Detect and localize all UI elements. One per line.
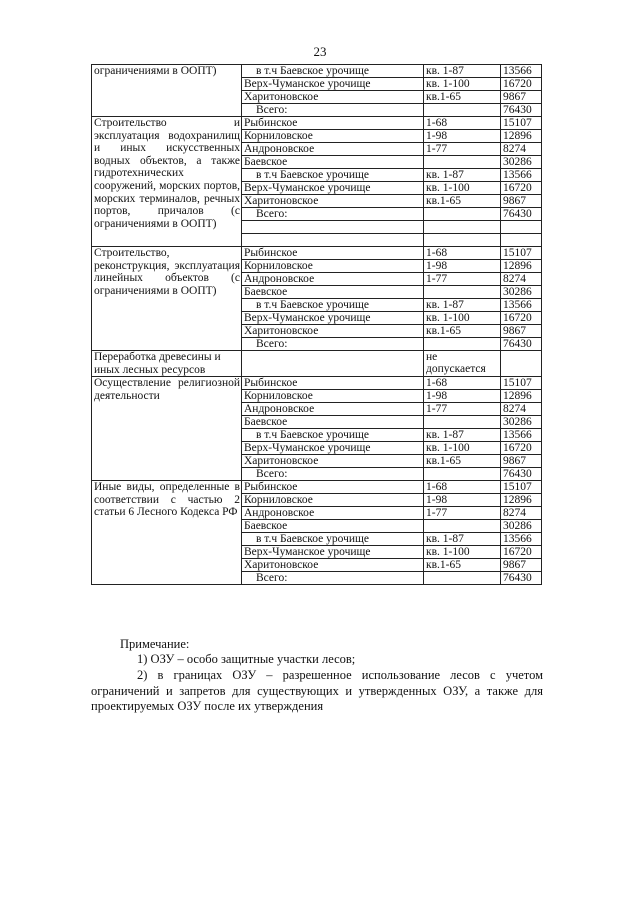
site-cell: Верх-Чуманское урочище (242, 312, 424, 325)
note-item-1: 1) ОЗУ – особо защитные участки лесов; (137, 652, 356, 666)
site-cell: Всего: (242, 338, 424, 351)
area-cell: 30286 (501, 416, 542, 429)
area-cell: 76430 (501, 572, 542, 585)
quarter-cell: кв. 1-87 (424, 533, 501, 546)
area-cell: 13566 (501, 299, 542, 312)
area-cell: 13566 (501, 533, 542, 546)
activity-cell: Осуществление религиозной деятельности (92, 377, 242, 481)
page-number: 23 (313, 44, 327, 59)
site-cell: Всего: (242, 208, 424, 221)
activity-cell: Строительство, реконструкция, эксплуатация линейных объектов (с ограничениями в ООПТ) (92, 247, 242, 351)
quarter-cell: 1-68 (424, 377, 501, 390)
table-row (92, 481, 542, 494)
quarter-cell: кв.1-65 (424, 325, 501, 338)
site-cell (242, 351, 424, 377)
area-cell: 9867 (501, 559, 542, 572)
area-cell: 15107 (501, 247, 542, 260)
site-cell: в т.ч Баевское урочище (242, 299, 424, 312)
site-cell: Баевское (242, 520, 424, 533)
site-cell: в т.ч Баевское урочище (242, 169, 424, 182)
site-cell: Андроновское (242, 143, 424, 156)
quarter-cell: кв. 1-100 (424, 442, 501, 455)
table-row (92, 65, 542, 78)
quarter-cell (424, 520, 501, 533)
quarter-cell: 1-98 (424, 130, 501, 143)
quarter-cell: кв.1-65 (424, 91, 501, 104)
quarter-cell: 1-77 (424, 507, 501, 520)
site-cell: Рыбинское (242, 117, 424, 130)
table-row (92, 117, 542, 130)
activity-cell: ограничениями в ООПТ) (92, 65, 242, 117)
area-cell: 13566 (501, 429, 542, 442)
quarter-cell: кв. 1-100 (424, 182, 501, 195)
quarter-cell: 1-68 (424, 117, 501, 130)
table-row (92, 377, 542, 390)
quarter-cell: 1-68 (424, 247, 501, 260)
area-cell: 16720 (501, 442, 542, 455)
quarter-cell: кв. 1-87 (424, 299, 501, 312)
area-cell (501, 234, 542, 247)
site-cell: Всего: (242, 468, 424, 481)
site-cell: в т.ч Баевское урочище (242, 429, 424, 442)
site-cell: Баевское (242, 156, 424, 169)
quarter-cell: 1-98 (424, 390, 501, 403)
quarter-cell (424, 221, 501, 234)
quarter-cell (424, 286, 501, 299)
quarter-cell: 1-77 (424, 143, 501, 156)
activity-cell: Иные виды, определенные в соответствии с частью 2 статьи 6 Лесного Кодекса РФ (92, 481, 242, 585)
table-row (92, 351, 542, 377)
area-cell: 16720 (501, 182, 542, 195)
quarter-cell: кв. 1-87 (424, 169, 501, 182)
table-body (92, 65, 542, 585)
area-cell: 8274 (501, 143, 542, 156)
site-cell: Всего: (242, 104, 424, 117)
area-cell: 13566 (501, 65, 542, 78)
area-cell: 12896 (501, 390, 542, 403)
site-cell: Корниловское (242, 494, 424, 507)
quarter-cell: 1-77 (424, 273, 501, 286)
site-cell: Рыбинское (242, 247, 424, 260)
area-cell: 8274 (501, 403, 542, 416)
area-cell (501, 351, 542, 377)
activity-cell: Переработка древесины и иных лесных ресурсов (92, 351, 242, 377)
area-cell: 16720 (501, 78, 542, 91)
site-cell: Баевское (242, 416, 424, 429)
area-cell: 76430 (501, 338, 542, 351)
area-cell: 76430 (501, 104, 542, 117)
quarter-cell: кв.1-65 (424, 455, 501, 468)
quarter-cell: 1-68 (424, 481, 501, 494)
quarter-cell (424, 338, 501, 351)
site-cell: Корниловское (242, 390, 424, 403)
site-cell: Андроновское (242, 507, 424, 520)
quarter-cell: кв. 1-100 (424, 312, 501, 325)
quarter-cell (424, 572, 501, 585)
quarter-cell: кв. 1-100 (424, 78, 501, 91)
area-cell (501, 221, 542, 234)
area-cell: 15107 (501, 377, 542, 390)
quarter-cell: кв. 1-87 (424, 429, 501, 442)
site-cell: Верх-Чуманское урочище (242, 442, 424, 455)
site-cell: Корниловское (242, 260, 424, 273)
quarter-cell: 1-98 (424, 260, 501, 273)
quarter-cell: кв.1-65 (424, 195, 501, 208)
area-cell: 12896 (501, 494, 542, 507)
site-cell: Рыбинское (242, 481, 424, 494)
site-cell: в т.ч Баевское урочище (242, 65, 424, 78)
area-cell: 30286 (501, 520, 542, 533)
forest-use-table (91, 64, 542, 585)
quarter-cell (424, 416, 501, 429)
site-cell: Харитоновское (242, 91, 424, 104)
site-cell: Харитоновское (242, 559, 424, 572)
area-cell: 76430 (501, 468, 542, 481)
quarter-cell (424, 208, 501, 221)
site-cell: Верх-Чуманское урочище (242, 78, 424, 91)
area-cell: 9867 (501, 325, 542, 338)
area-cell: 9867 (501, 455, 542, 468)
site-cell (242, 234, 424, 247)
area-cell: 16720 (501, 546, 542, 559)
site-cell: Верх-Чуманское урочище (242, 182, 424, 195)
site-cell: в т.ч Баевское урочище (242, 533, 424, 546)
area-cell: 8274 (501, 273, 542, 286)
site-cell (242, 221, 424, 234)
quarter-cell: кв. 1-87 (424, 65, 501, 78)
quarter-cell: не допускается (424, 351, 501, 377)
site-cell: Андроновское (242, 273, 424, 286)
site-cell: Всего: (242, 572, 424, 585)
note-title: Примечание: (120, 637, 190, 651)
quarter-cell (424, 104, 501, 117)
quarter-cell: кв.1-65 (424, 559, 501, 572)
site-cell: Андроновское (242, 403, 424, 416)
site-cell: Харитоновское (242, 195, 424, 208)
quarter-cell (424, 234, 501, 247)
area-cell: 76430 (501, 208, 542, 221)
activity-cell: Строительство и эксплуатация водохранилищ и иных искусственных водных объектов, а также гидротехнических сооружений, морских портов, морских терминалов, речных портов, причалов (с ограничениями в ООПТ) (92, 117, 242, 247)
area-cell: 30286 (501, 286, 542, 299)
site-cell: Корниловское (242, 130, 424, 143)
area-cell: 8274 (501, 507, 542, 520)
site-cell: Рыбинское (242, 377, 424, 390)
site-cell: Харитоновское (242, 455, 424, 468)
area-cell: 30286 (501, 156, 542, 169)
area-cell: 15107 (501, 117, 542, 130)
area-cell: 15107 (501, 481, 542, 494)
area-cell: 12896 (501, 260, 542, 273)
quarter-cell: 1-98 (424, 494, 501, 507)
area-cell: 16720 (501, 312, 542, 325)
area-cell: 13566 (501, 169, 542, 182)
quarter-cell: кв. 1-100 (424, 546, 501, 559)
table-row (92, 247, 542, 260)
site-cell: Верх-Чуманское урочище (242, 546, 424, 559)
quarter-cell (424, 468, 501, 481)
note-item-2: 2) в границах ОЗУ – разрешенное использование лесов с учетом ограничений и запретов для существующих и утвержденных ОЗУ, а также для проектируемых ОЗУ после их утверждения (91, 668, 543, 713)
site-cell: Баевское (242, 286, 424, 299)
quarter-cell: 1-77 (424, 403, 501, 416)
area-cell: 12896 (501, 130, 542, 143)
area-cell: 9867 (501, 91, 542, 104)
area-cell: 9867 (501, 195, 542, 208)
site-cell: Харитоновское (242, 325, 424, 338)
quarter-cell (424, 156, 501, 169)
